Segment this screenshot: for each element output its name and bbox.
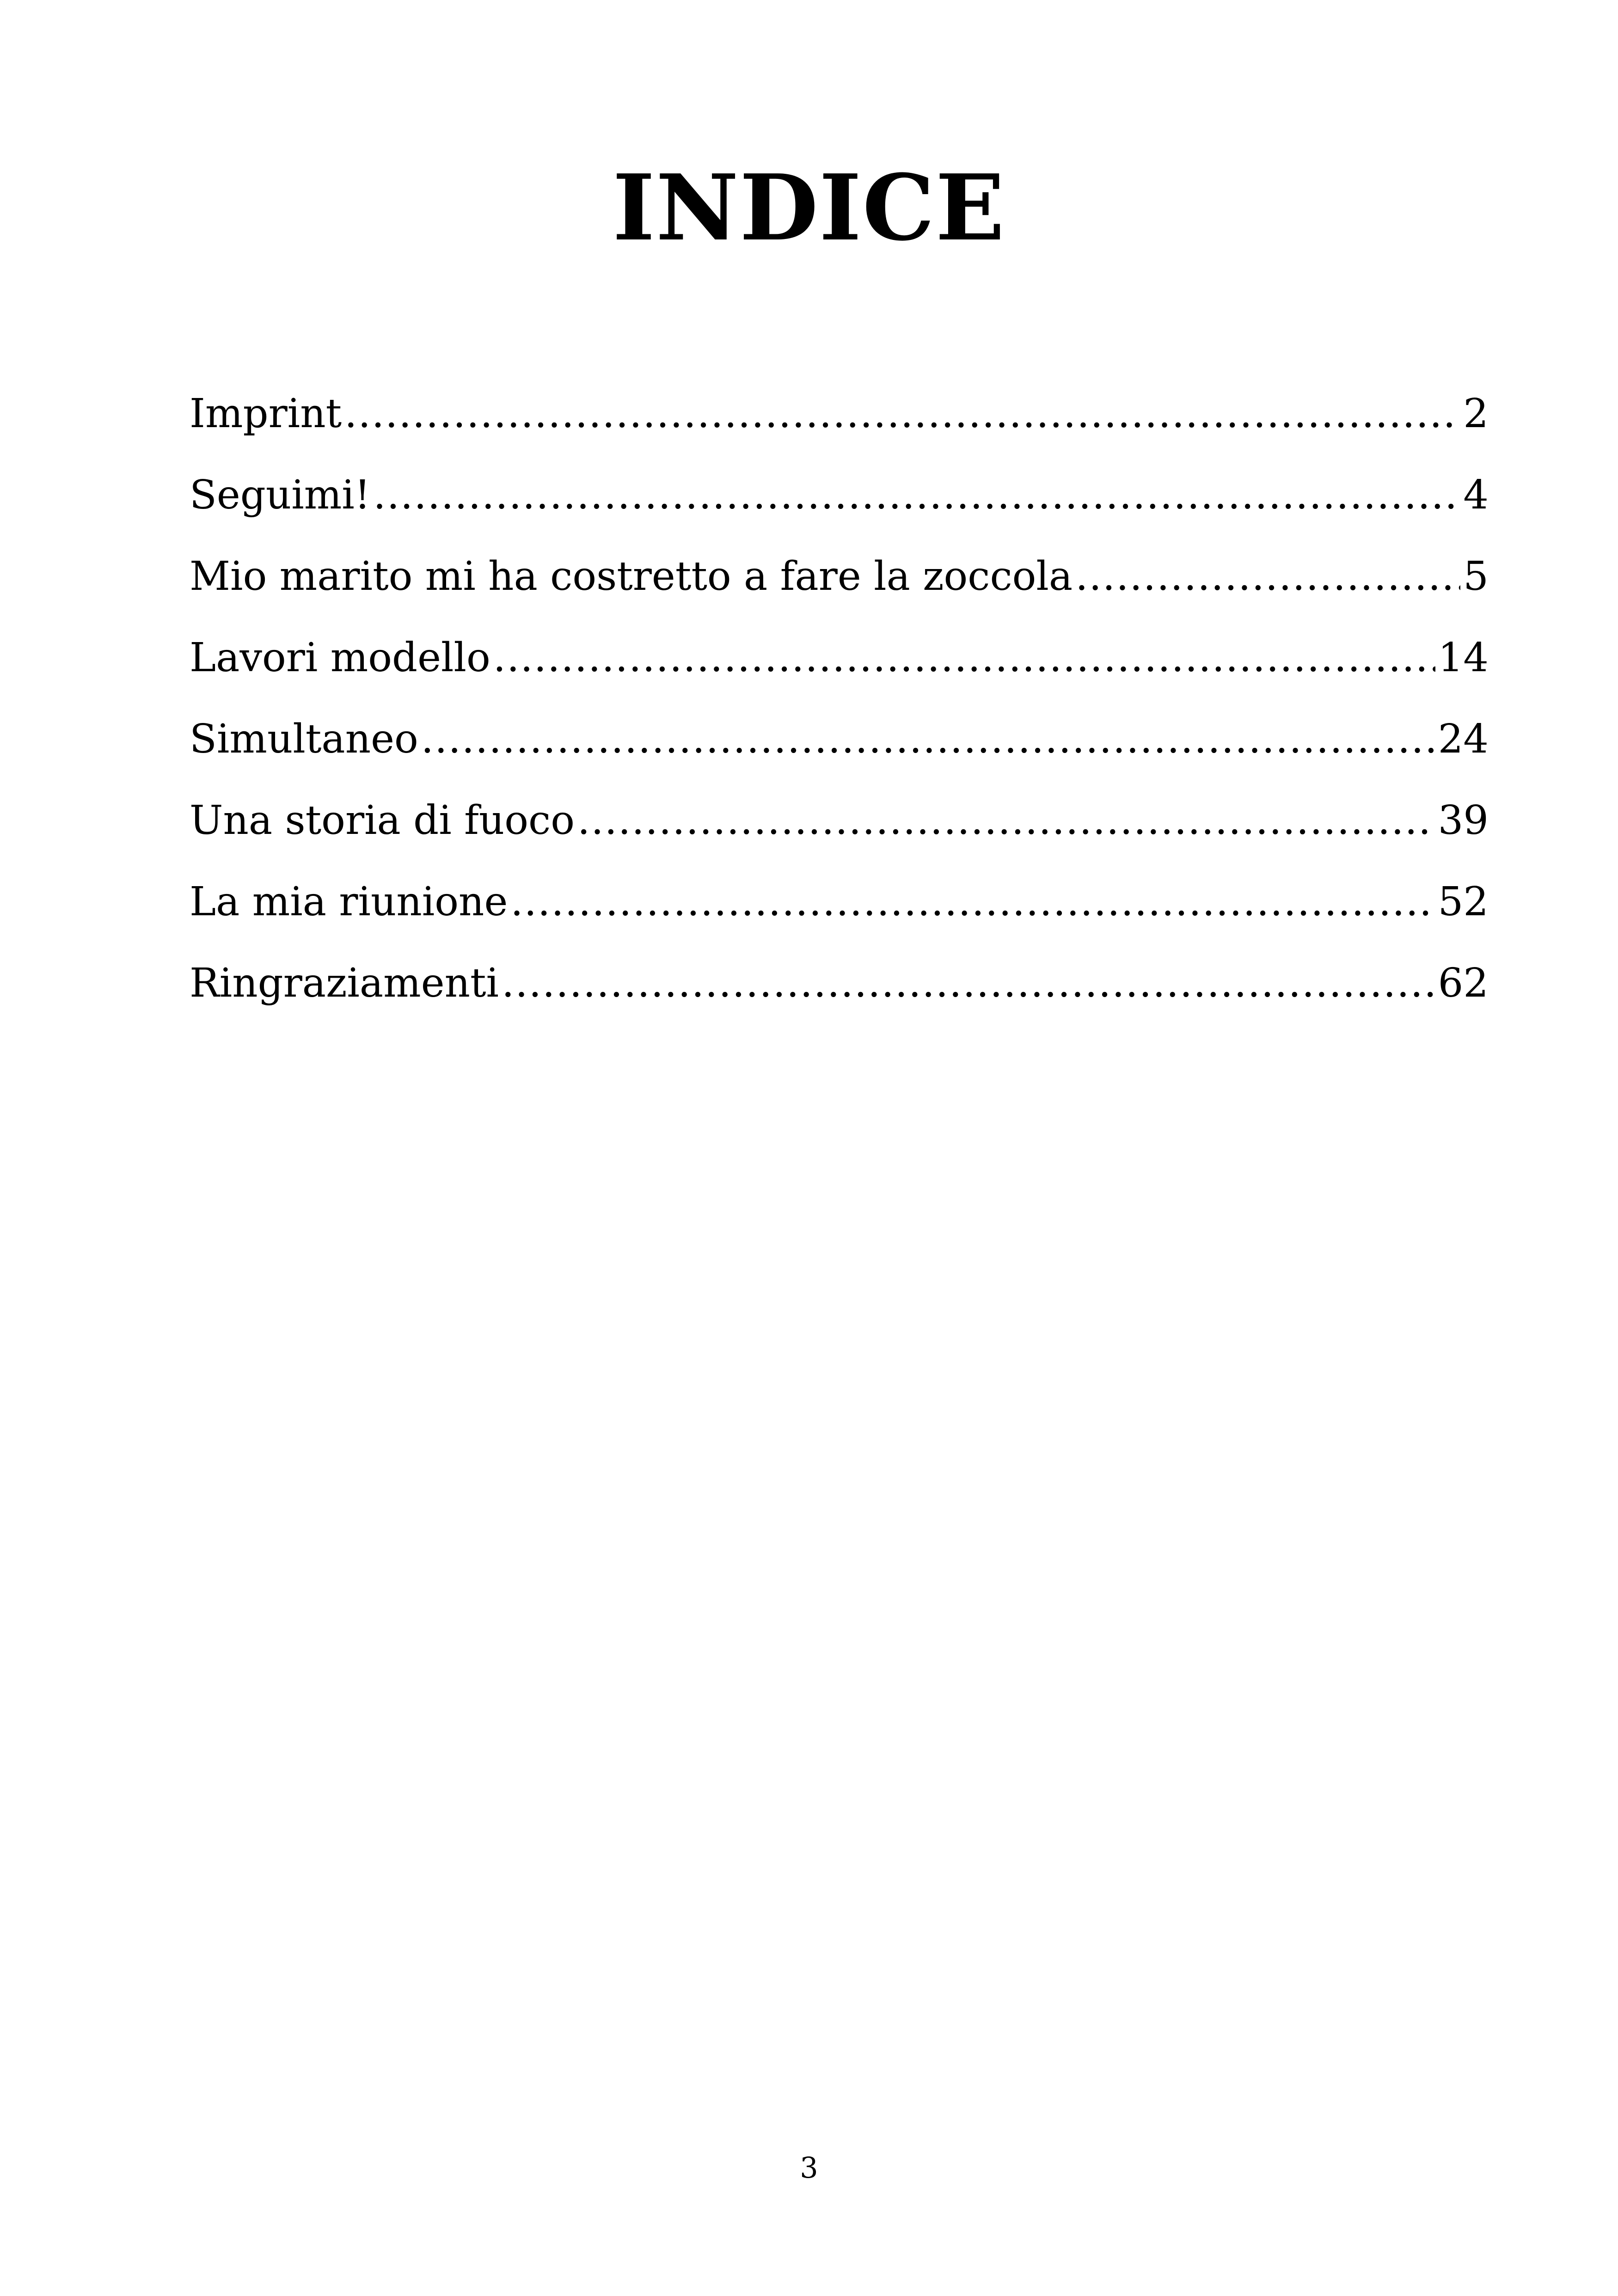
toc-dot-leader [493, 625, 1435, 690]
toc-entry-una-storia-di-fuoco[interactable] [190, 788, 1489, 869]
toc-entry-ringraziamenti[interactable] [190, 951, 1489, 1032]
toc-entry-page: 14 [1438, 635, 1489, 681]
toc-entry-label: Una storia di fuoco [190, 797, 575, 844]
toc-entry-page: 2 [1463, 391, 1489, 437]
toc-entry-simultaneo[interactable] [190, 707, 1489, 788]
toc-entry-page: 52 [1438, 879, 1489, 925]
toc-entry-label: Mio marito mi ha costretto a fare la zoccola [190, 553, 1073, 600]
toc-entry-label: Seguimi! [190, 472, 371, 518]
toc-entry-label: La mia riunione [190, 879, 508, 925]
toc-entry-label: Ringraziamenti [190, 960, 499, 1006]
table-of-contents [190, 381, 1489, 1032]
toc-dot-leader [344, 381, 1460, 446]
toc-dot-leader [373, 463, 1460, 527]
toc-entry-label: Imprint [190, 391, 342, 437]
toc-entry-label: Simultaneo [190, 716, 418, 762]
toc-entry-label: Lavori modello [190, 635, 490, 681]
toc-entry-seguimi[interactable] [190, 463, 1489, 544]
toc-entry-la-mia-riunione[interactable] [190, 869, 1489, 951]
toc-dot-leader [502, 951, 1435, 1016]
toc-entry-imprint[interactable] [190, 381, 1489, 463]
toc-entry-lavori-modello[interactable] [190, 625, 1489, 707]
page-number: 3 [800, 2151, 818, 2185]
toc-dot-leader [577, 788, 1435, 853]
toc-entry-page: 4 [1463, 472, 1489, 518]
toc-entry-page: 24 [1438, 716, 1489, 762]
toc-entry-page: 5 [1463, 553, 1489, 600]
toc-entry-page: 39 [1438, 797, 1489, 844]
page-title: INDICE [613, 155, 1005, 261]
toc-dot-leader [1075, 544, 1460, 609]
toc-entry-page: 62 [1438, 960, 1489, 1006]
toc-dot-leader [421, 707, 1435, 771]
toc-dot-leader [510, 869, 1435, 934]
toc-entry-mio-marito[interactable] [190, 544, 1489, 625]
